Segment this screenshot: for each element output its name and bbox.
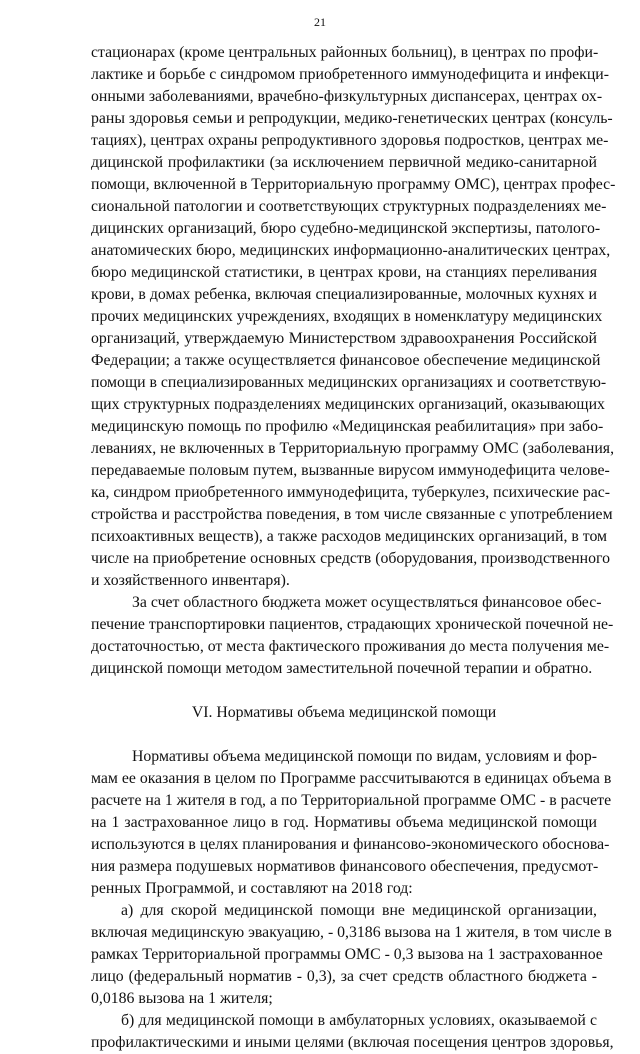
text-line: сиональной патологии и соответствующих структурных подразделениях ме- [91, 198, 607, 215]
text-line: передаваемые половым путем, вызванные вирусом иммунодефицита челове- [91, 462, 610, 479]
text-line: анатомических бюро, медицинских информационно-аналитических центрах, [91, 242, 611, 259]
text-line: бюро медицинской статистики, в центрах крови, на станциях переливания [91, 264, 597, 281]
list-item-a-emergency-care [91, 900, 612, 1010]
text-line: рамках Территориальной программы ОМС - 0,3 вызова на 1 застрахованное [91, 946, 603, 963]
paragraph-regional-budget [91, 592, 614, 680]
text-line: а) для скорой медицинской помощи вне медицинской организации, [121, 902, 597, 919]
text-line: дицинской помощи методом заместительной почечной терапии и обратно. [91, 660, 593, 677]
paragraph-institutions-financing [91, 42, 616, 592]
text-line: ренных Программой, и составляют на 2018 год: [91, 880, 413, 897]
text-line: помощи, включенной в Территориальную программу ОМС), центрах профес- [91, 176, 616, 193]
text-line: 0,0186 вызова на 1 жителя; [91, 990, 273, 1007]
text-line: используются в целях планирования и финансово-экономического обоснова- [91, 836, 610, 853]
text-line: профилактическими и иными целями (включая посещения центров здоровья, [91, 1034, 614, 1051]
text-line: организаций, утверждаемую Министерством здравоохранения Российской [91, 330, 597, 347]
text-line: помощи в специализированных медицинских организациях и соответствую- [91, 374, 607, 391]
text-line: б) для медицинской помощи в амбулаторных условиях, оказываемой с [121, 1012, 597, 1029]
text-line: леваниях, не включенных в Территориальную программу ОМС (заболевания, [91, 440, 615, 457]
text-line: тациях), центрах охраны репродуктивного здоровья подростков, центрах ме- [91, 132, 609, 149]
text-line: числе на приобретение основных средств (оборудования, производственного [91, 550, 611, 567]
text-line: щих структурных подразделениях медицинских организаций, оказывающих [91, 396, 605, 413]
text-line: дицинской профилактики (за исключением первичной медико-санитарной [91, 154, 597, 171]
text-line: лактике и борьбе с синдромом приобретенного иммунодефицита и инфекци- [91, 66, 609, 83]
page-number: 21 [314, 15, 326, 29]
text-line: медицинскую помощь по профилю «Медицинская реабилитация» при забо- [91, 418, 604, 435]
text-line: и хозяйственного инвентаря). [91, 572, 290, 589]
spacer [91, 680, 597, 702]
text-line: включая медицинскую эвакуацию, - 0,3186 вызова на 1 жителя, в том числе в [91, 924, 612, 941]
text-line: Нормативы объема медицинской помощи по видам, условиям и фор- [132, 748, 597, 765]
text-line: онными заболеваниями, врачебно-физкультурных диспансерах, центрах ох- [91, 88, 603, 105]
spacer [91, 724, 597, 746]
text-line: крови, в домах ребенка, включая специализированные, молочных кухнях и [91, 286, 597, 303]
list-item-b-outpatient-care [91, 1010, 614, 1054]
text-line: раны здоровья семьи и репродукции, медико-генетических центрах (консуль- [91, 110, 613, 127]
text-line: прочих медицинских учреждениях, входящих в номенклатуру медицинских [91, 308, 603, 325]
text-line: на 1 застрахованное лицо в год. Нормативы объема медицинской помощи [91, 814, 597, 831]
text-line: расчете на 1 жителя в год, а по Территориальной программе ОМС - в расчете [91, 792, 612, 809]
text-line: Федерации; а также осуществляется финансовое обеспечение медицинской [91, 352, 601, 369]
section-heading: VI. Нормативы объема медицинской помощи [191, 704, 497, 721]
text-line: ка, синдром приобретенного иммунодефицита, туберкулез, психические рас- [91, 484, 611, 501]
text-line: печение транспортировки пациентов, страдающих хронической почечной не- [91, 616, 614, 633]
text-line: дицинских организаций, бюро судебно-медицинской экспертизы, патолого- [91, 220, 601, 237]
text-line: психоактивных веществ), а также расходов медицинских организаций, в том [91, 528, 608, 545]
text-line: достаточностью, от места фактического проживания до места получения ме- [91, 638, 610, 655]
page-body [91, 42, 616, 1054]
text-line: За счет областного бюджета может осуществляться финансовое обес- [132, 594, 602, 611]
text-line: мам ее оказания в целом по Программе рассчитываются в единицах объема в [91, 770, 612, 787]
text-line: ния размера подушевых нормативов финансового обеспечения, предусмот- [91, 858, 599, 875]
paragraph-volume-standards [91, 746, 612, 900]
text-line: лицо (федеральный норматив - 0,3), за счет средств областного бюджета - [91, 968, 597, 985]
text-line: стационарах (кроме центральных районных больниц), в центрах по профи- [91, 44, 599, 61]
text-line: стройства и расстройства поведения, в том числе связанные с употреблением [91, 506, 613, 523]
